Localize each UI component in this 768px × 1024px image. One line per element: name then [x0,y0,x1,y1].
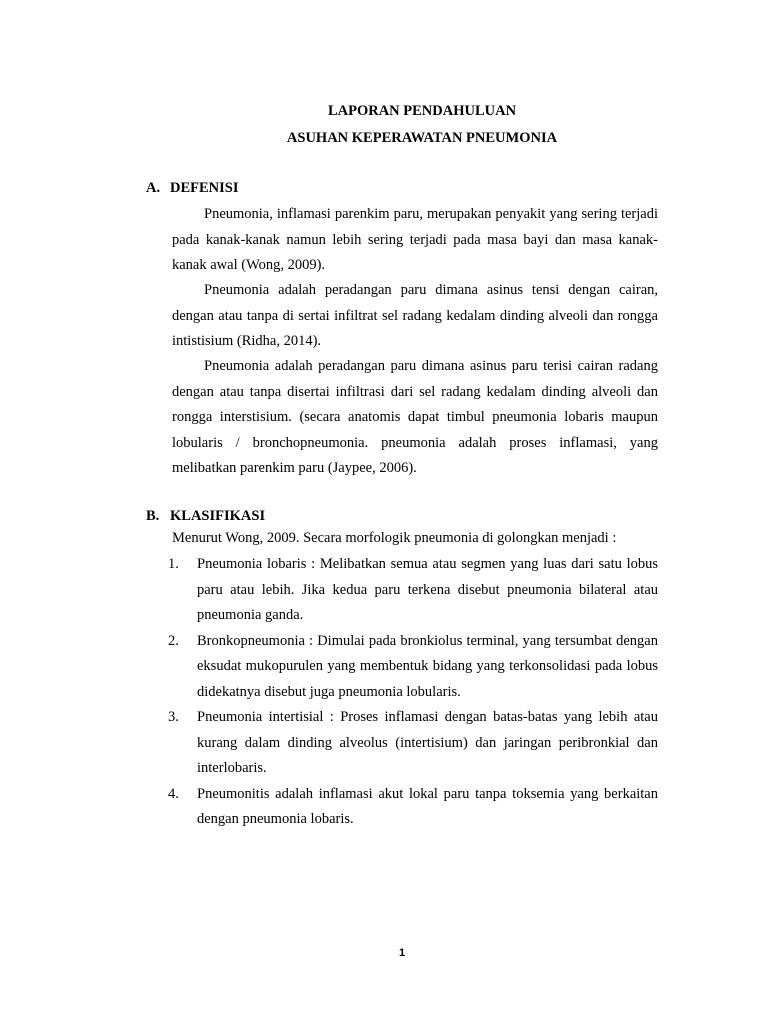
list-item-text: Bronkopneumonia : Dimulai pada bronkiolus terminal, yang tersumbat dengan eksudat mukopurulen yang membentuk bidang yang terkonsolidasi pada lobus didekatnya disebut juga pneumonia lobularis. [197,632,658,700]
list-item-number: 2. [168,632,179,649]
list-item-number: 3. [168,709,179,725]
list-item-text: Pneumonitis adalah inflamasi akut lokal paru tanpa toksemia yang berkaitan dengan pneumonia lobaris. [197,785,658,827]
page-number: 1 [398,947,406,959]
classification-list [168,552,658,833]
list-item [168,705,658,782]
document-title: LAPORAN PENDAHULUAN [327,103,517,119]
section-a-marker: A. [146,180,161,196]
list-item [168,629,658,706]
document-subtitle: ASUHAN KEPERAWATAN PNEUMONIA [286,130,558,146]
section-a-title: DEFENISI [170,180,239,196]
section-a-heading [146,179,239,197]
section-b-title: KLASIFIKASI [170,508,266,524]
list-item-number: 1. [168,556,179,572]
section-b-heading [146,507,265,525]
list-item-text: Pneumonia lobaris : Melibatkan semua atau segmen yang luas dari satu lobus paru atau lebih. Jika kedua paru terkena disebut pneumonia bilateral atau pneumonia ganda. [197,556,658,623]
list-item [168,782,658,833]
list-item-text: Pneumonia intertisial : Proses inflamasi dengan batas-batas yang lebih atau kurang dalam dinding alveolus (intertisium) dan jaringan peribronkial dan interlobaris. [197,709,658,776]
section-b-marker: B. [146,508,160,524]
classification-intro: Menurut Wong, 2009. Secara morfologik pneumonia di golongkan menjadi : [172,530,617,546]
definition-paragraph-3: Pneumonia adalah peradangan paru dimana asinus paru terisi cairan radang dengan atau tanpa disertai infiltrasi dari sel radang kedalam dinding alveoli dan rongga interstisium. (secara anatomis dapat timbul pneumonia lobaris maupun lobularis / bronchopneumonia. pneumonia adalah proses inflamasi, yang melibatkan parenkim paru (Jaypee, 2006). [172,358,658,476]
definition-paragraph-2: Pneumonia adalah peradangan paru dimana asinus tensi dengan cairan, dengan atau tanpa di sertai infiltrat sel radang kedalam dinding alveoli dan rongga intistisium (Ridha, 2014). [172,282,658,349]
list-item-number: 4. [168,785,179,802]
list-item [168,552,658,629]
definition-paragraph-1: Pneumonia, inflamasi parenkim paru, merupakan penyakit yang sering terjadi pada kanak-kanak namun lebih sering terjadi pada masa bayi dan masa kanak-kanak awal (Wong, 2009). [172,206,658,273]
